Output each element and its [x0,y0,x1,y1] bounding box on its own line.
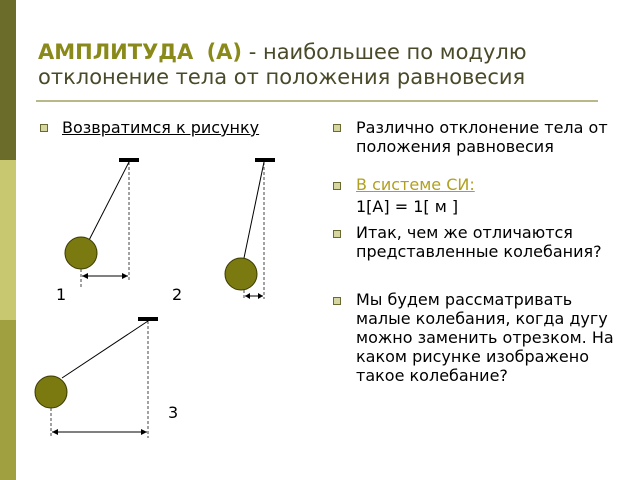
bullet-icon [333,230,341,238]
pendulum-1-bob [65,237,97,269]
si-link[interactable]: В системе СИ: [356,175,475,194]
pendulum-1-arrowhead-left [82,273,88,279]
title-symbol: (А) [206,40,243,64]
pendulum-2-bob [225,258,257,290]
right-bullet-units: 1[A] = 1[ м ] [356,197,459,216]
pendulum-3-thread [62,321,148,378]
figure-label-3: 3 [168,403,179,422]
title-line2: отклонение тела от положения равновесия [38,65,526,89]
pendulum-3-arrowhead-left [52,429,58,435]
figure-label-1: 1 [56,285,67,304]
right-bullet-si [356,175,616,197]
pendulum-1-arrowhead-right [122,273,128,279]
pendulum-1-thread [85,162,129,248]
bullet-icon [333,182,341,190]
pendulum-2-thread [244,162,264,258]
pendulum-2-arrowhead-right [258,293,263,299]
left-bullet-text: Возвратимся к рисунку [62,118,260,137]
right-column [356,118,616,385]
pendulum-1-suspension [119,158,139,162]
title-rest: - наибольшее по модулю [242,40,527,64]
bullet-icon [333,297,341,305]
right-bullet-4: Мы будем рассматривать малые колебания, когда дугу можно заменить отрезком. На каком рисунке изображено такое колебание? [356,290,614,385]
pendulum-2-arrowhead-left [245,293,250,299]
figure-label-2: 2 [172,285,183,304]
title-term: АМПЛИТУДА [38,40,194,64]
bullet-icon [333,124,341,132]
pendulum-3-suspension [138,317,158,321]
right-bullet-1: Различно отклонение тела от положения равновесия [356,118,608,156]
right-bullet-3: Итак, чем же отличаются представленные колебания? [356,223,602,261]
pendulum-2-suspension [255,158,275,162]
pendulum-3-bob [35,376,67,408]
pendulum-3-arrowhead-right [141,429,147,435]
